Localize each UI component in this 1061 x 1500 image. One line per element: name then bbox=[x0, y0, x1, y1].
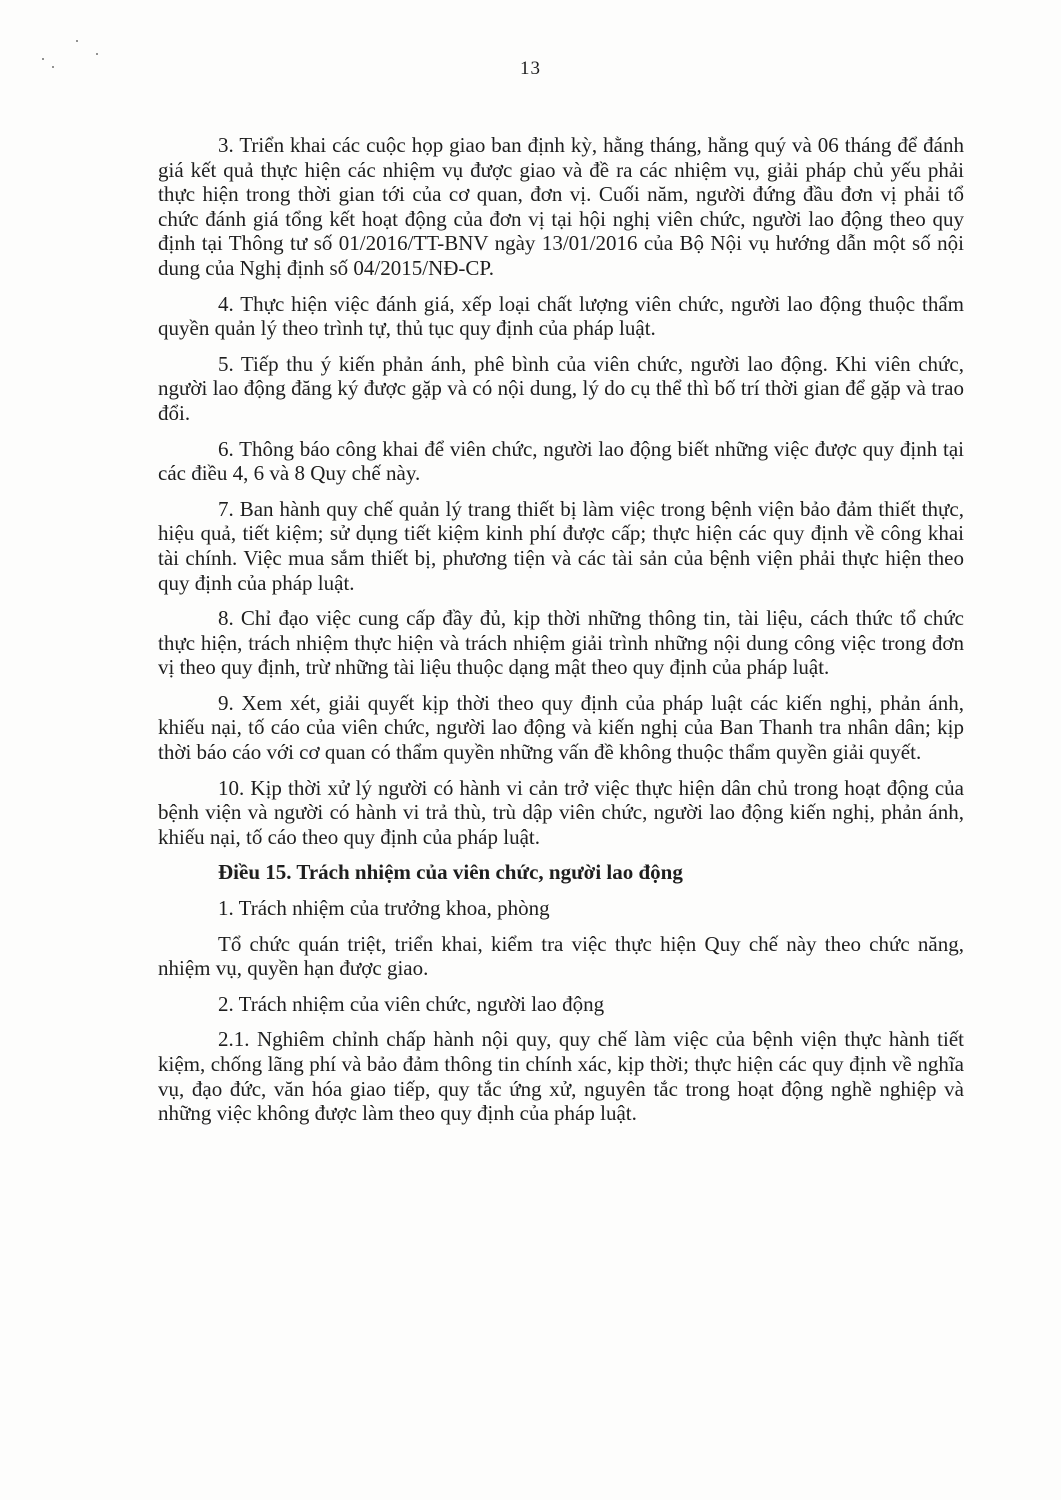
scan-speck bbox=[76, 40, 78, 42]
paragraph-7: 7. Ban hành quy chế quản lý trang thiết bị làm việc trong bệnh viện bảo đảm thiết thực, hiệu quả, tiết kiệm; sử dụng tiết kiệm kinh phí được cấp; thực hiện các quy định về công khai tài chính. Việc mua sắm thiết bị, phương tiện và các tài sản của bệnh viện phải thực hiện theo quy định của pháp luật. bbox=[158, 496, 964, 595]
paragraph-5: 5. Tiếp thu ý kiến phản ánh, phê bình của viên chức, người lao động. Khi viên chức, người lao động đăng ký được gặp và có nội dung, lý do cụ thể thì bố trí thời gian để gặp và trao đổi. bbox=[158, 351, 964, 425]
article-15-item-1: 1. Trách nhiệm của trưởng khoa, phòng bbox=[218, 896, 550, 921]
paragraph-3: 3. Triển khai các cuộc họp giao ban định kỳ, hằng tháng, hằng quý và 06 tháng để đánh giá kết quả thực hiện các nhiệm vụ được giao và đề ra các nhiệm vụ, giải pháp chủ yếu phải thực hiện trong thời gian tới của cơ quan, đơn vị. Cuối năm, người đứng đầu đơn vị phải tổ chức đánh giá tổng kết hoạt động của đơn vị tại hội nghị viên chức, người lao động theo quy định tại Thông tư số 01/2016/TT-BNV ngày 13/01/2016 của Bộ Nội vụ hướng dẫn một số nội dung của Nghị định số 04/2015/NĐ-CP. bbox=[158, 133, 964, 280]
paragraph-4: 4. Thực hiện việc đánh giá, xếp loại chất lượng viên chức, người lao động thuộc thẩm quyền quản lý theo trình tự, thủ tục quy định của pháp luật. bbox=[158, 291, 964, 341]
scan-speck bbox=[96, 53, 98, 55]
article-15-item-2: 2. Trách nhiệm của viên chức, người lao động bbox=[218, 991, 605, 1016]
paragraph-8: 8. Chỉ đạo việc cung cấp đầy đủ, kịp thời những thông tin, tài liệu, cách thức tổ chức thực hiện, trách nhiệm thực hiện và trách nhiệm giải trình những nội dung công việc trong đơn vị theo quy định, trừ những tài liệu thuộc dạng mật theo quy định của pháp luật. bbox=[158, 606, 964, 680]
article-15-item-1-body: Tổ chức quán triệt, triển khai, kiểm tra việc thực hiện Quy chế này theo chức năng, nhiệm vụ, quyền hạn được giao. bbox=[158, 931, 964, 981]
document-body bbox=[158, 133, 964, 1137]
page-number: 13 bbox=[520, 58, 541, 79]
article-15-heading: Điều 15. Trách nhiệm của viên chức, người lao động bbox=[218, 860, 683, 885]
article-15-item-2-1: 2.1. Nghiêm chỉnh chấp hành nội quy, quy chế làm việc của bệnh viện thực hành tiết kiệm, chống lãng phí và bảo đảm thông tin chính xác, kịp thời; thực hiện các quy định về nghĩa vụ, đạo đức, văn hóa giao tiếp, quy tắc ứng xử, nguyên tắc trong hoạt động nghề nghiệp và những việc không được làm theo quy định của pháp luật. bbox=[158, 1027, 964, 1126]
paragraph-9: 9. Xem xét, giải quyết kịp thời theo quy định của pháp luật các kiến nghị, phản ánh, khiếu nại, tố cáo của viên chức, người lao động và kiến nghị của Ban Thanh tra nhân dân; kịp thời báo cáo với cơ quan có thẩm quyền những vấn đề không thuộc thẩm quyền giải quyết. bbox=[158, 690, 964, 765]
paragraph-6: 6. Thông báo công khai để viên chức, người lao động biết những việc được quy định tại các điều 4, 6 và 8 Quy chế này. bbox=[158, 436, 964, 486]
paragraph-10: 10. Kịp thời xử lý người có hành vi cản trở việc thực hiện dân chủ trong hoạt động của bệnh viện và người có hành vi trả thù, trù dập viên chức, người lao động kiến nghị, phản ánh, khiếu nại, tố cáo theo quy định của pháp luật. bbox=[158, 775, 964, 849]
